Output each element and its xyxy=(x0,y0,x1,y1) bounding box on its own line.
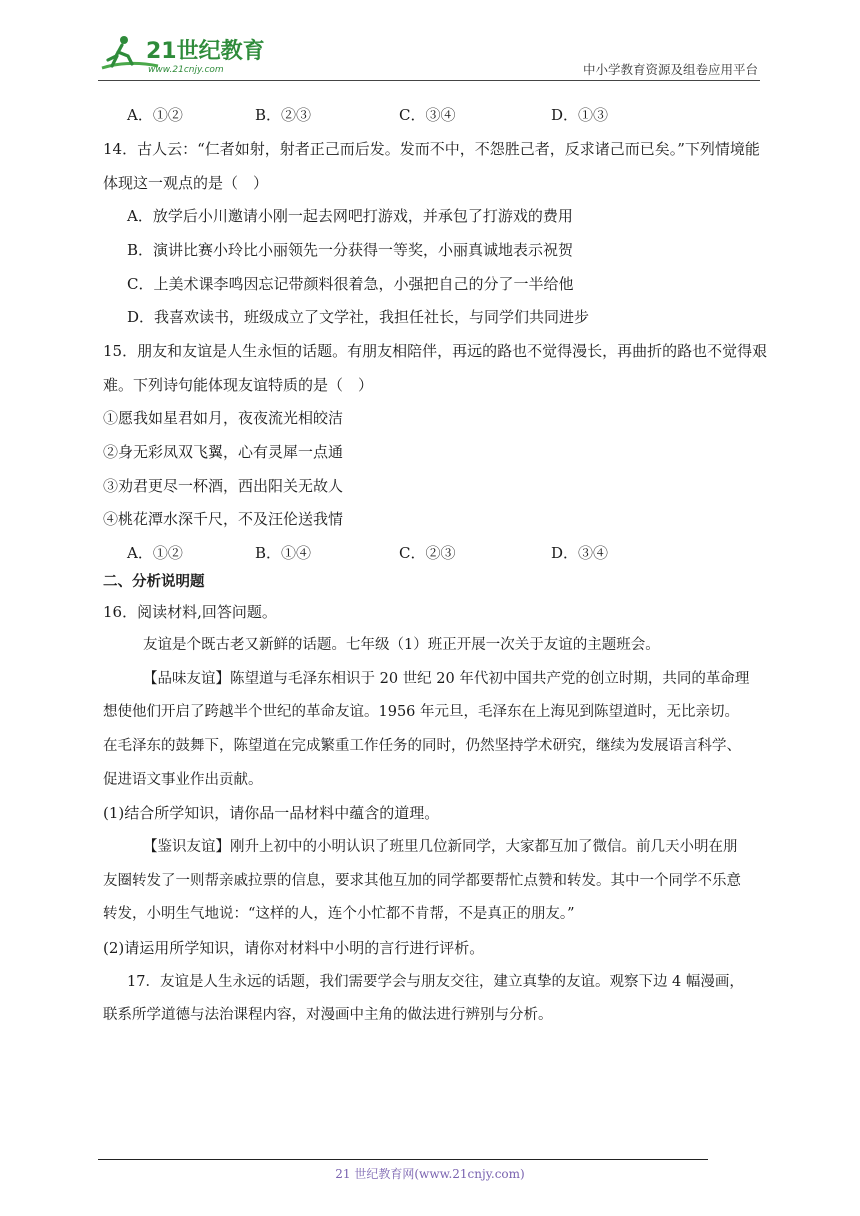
q16-sub2: (2)请运用所学知识，请你对材料中小明的言行进行评析。 xyxy=(103,939,485,957)
q16-material2: 【鉴识友谊】刚升上初中的小明认识了班里几位新同学，大家都互加了微信。前几天小明在朋 xyxy=(143,839,738,855)
header-divider xyxy=(98,80,760,81)
q15-stem: 15．朋友和友谊是人生永恒的话题。有朋友相陪伴，再远的路也不觉得漫长，再曲折的路也不觉得艰 xyxy=(103,342,768,360)
q16-sub1: (1)结合所学知识，请你品一品材料中蕴含的道理。 xyxy=(103,804,440,822)
svg-text:21世纪教育: 21世纪教育 xyxy=(146,39,265,64)
q16-material1-cont: 在毛泽东的鼓舞下，陈望道在完成繁重工作任务的同时，仍然坚持学术研究，继续为发展语言科学、 xyxy=(103,738,741,754)
option: B．①④ xyxy=(255,544,312,562)
q16-material1-cont: 想使他们开启了跨越半个世纪的革命友谊。1956 年元旦，毛泽东在上海见到陈望道时，无比亲切。 xyxy=(103,704,740,720)
option: D．①③ xyxy=(551,106,609,124)
platform-name: 中小学教育资源及组卷应用平台 xyxy=(582,62,758,77)
q17-stem-cont: 联系所学道德与法治课程内容，对漫画中主角的做法进行辨别与分析。 xyxy=(103,1007,553,1023)
footer-divider xyxy=(98,1159,708,1160)
q16-material2-cont: 转发，小明生气地说：“这样的人，连个小忙都不肯帮，不是真正的朋友。” xyxy=(103,906,575,922)
option: C．②③ xyxy=(399,544,456,562)
option: D．③④ xyxy=(551,544,609,562)
q16-intro: 友谊是个既古老又新鲜的话题。七年级（1）班正开展一次关于友谊的主题班会。 xyxy=(143,637,660,653)
q16-material1-cont: 促进语文事业作出贡献。 xyxy=(103,772,263,788)
q14-option-a: A．放学后小川邀请小刚一起去网吧打游戏，并承包了打游戏的费用 xyxy=(127,207,573,225)
q17-stem: 17．友谊是人生永远的话题，我们需要学会与朋友交往，建立真挚的友谊。观察下边 4 幅漫画， xyxy=(127,974,744,990)
svg-text:www.21cnjy.com: www.21cnjy.com xyxy=(148,65,224,75)
option: B．②③ xyxy=(255,106,312,124)
q15-item-2: ②身无彩凤双飞翼，心有灵犀一点通 xyxy=(103,443,344,461)
option: C．③④ xyxy=(399,106,456,124)
q14-option-b: B．演讲比赛小玲比小丽领先一分获得一等奖，小丽真诚地表示祝贺 xyxy=(127,241,574,259)
page-header xyxy=(98,30,760,80)
q16-title: 16．阅读材料,回答问题。 xyxy=(103,603,277,621)
q14-option-c: C．上美术课李鸣因忘记带颜料很着急，小强把自己的分了一半给他 xyxy=(127,275,574,293)
q14-option-d: D．我喜欢读书，班级成立了文学社，我担任社长，与同学们共同进步 xyxy=(127,308,590,326)
q16-material1: 【品味友谊】陈望道与毛泽东相识于 20 世纪 20 年代初中国共产党的创立时期，共同的革命理 xyxy=(143,671,750,687)
q15-item-3: ③劝君更尽一杯酒，西出阳关无故人 xyxy=(103,477,344,495)
section-heading: 二、分析说明题 xyxy=(103,574,205,590)
q16-material2-cont: 友圈转发了一则帮亲戚拉票的信息，要求其他互加的同学都要帮忙点赞和转发。其中一个同学不乐意 xyxy=(103,873,741,889)
option: A．①② xyxy=(127,544,183,562)
option: A．①② xyxy=(127,106,183,124)
page-footer: 21 世纪教育网(www.21cnjy.com) xyxy=(335,1167,525,1181)
q14-stem-cont: 体现这一观点的是（ ） xyxy=(103,174,269,192)
q15-stem-cont: 难。下列诗句能体现友谊特质的是（ ） xyxy=(103,376,374,394)
q15-item-4: ④桃花潭水深千尺，不及汪伦送我情 xyxy=(103,510,344,528)
site-logo xyxy=(98,30,268,76)
q15-item-1: ①愿我如星君如月，夜夜流光相皎洁 xyxy=(103,409,344,427)
q14-stem: 14．古人云：“仁者如射，射者正己而后发。发而不中，不怨胜己者，反求诸己而已矣。”下列情境能 xyxy=(103,140,760,158)
